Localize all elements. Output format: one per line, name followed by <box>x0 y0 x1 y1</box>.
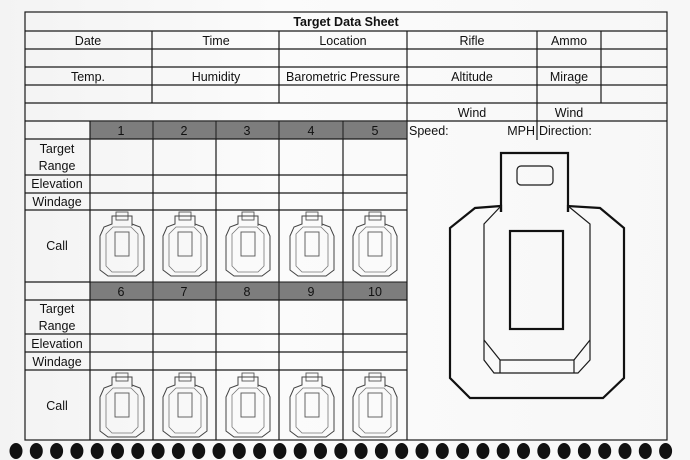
wind-speed-header: Wind <box>457 106 487 120</box>
shot-number-8: 8 <box>243 285 251 299</box>
shot-number-10: 10 <box>368 285 382 299</box>
wind-direction-header: Wind <box>554 106 584 120</box>
elevation-label-1: Elevation <box>31 177 83 191</box>
shot-grid-2 <box>25 282 407 440</box>
binding-ring <box>456 443 469 459</box>
binding-ring <box>111 443 124 459</box>
shot-number-3: 3 <box>243 124 251 138</box>
range-label-1: Range <box>38 159 76 173</box>
binding-ring <box>558 443 571 459</box>
head-box <box>517 166 553 185</box>
mini-target-icon <box>353 373 397 437</box>
elevation-label-2: Elevation <box>31 337 83 351</box>
shot-number-6: 6 <box>117 285 125 299</box>
rifle-label: Rifle <box>459 34 485 48</box>
binding-ring <box>152 443 165 459</box>
mini-target-icon <box>290 373 334 437</box>
mph-label: MPH <box>507 124 535 138</box>
large-target-diagram <box>450 153 624 398</box>
binding-ring <box>30 443 43 459</box>
mini-target-icon <box>163 373 207 437</box>
binding-ring <box>314 443 327 459</box>
shot-number-9: 9 <box>307 285 315 299</box>
binding-ring <box>476 443 489 459</box>
mirage-label: Mirage <box>549 70 589 84</box>
mini-target-icon <box>163 212 207 276</box>
windage-label-2: Windage <box>32 355 82 369</box>
sheet-title: Target Data Sheet <box>293 15 399 29</box>
binding-ring <box>355 443 368 459</box>
shot-grid-1 <box>25 121 407 282</box>
shot-number-1: 1 <box>117 124 125 138</box>
location-label: Location <box>319 34 367 48</box>
date-label: Date <box>74 34 102 48</box>
call-targets-row-2 <box>100 373 397 437</box>
binding-ring <box>517 443 530 459</box>
call-label-2: Call <box>46 399 68 413</box>
binding-ring <box>416 443 429 459</box>
mini-target-icon <box>353 212 397 276</box>
shot-number-7: 7 <box>180 285 188 299</box>
binding-ring <box>273 443 286 459</box>
binding-ring <box>131 443 144 459</box>
shot-number-2: 2 <box>180 124 188 138</box>
call-label-1: Call <box>46 239 68 253</box>
binding-ring <box>578 443 591 459</box>
shot-number-4: 4 <box>307 124 315 138</box>
binding-ring <box>253 443 266 459</box>
target-label-2: Target <box>39 302 75 316</box>
spiral-binding <box>0 440 690 460</box>
binding-ring <box>497 443 510 459</box>
windage-label-1: Windage <box>32 195 82 209</box>
binding-ring <box>659 443 672 459</box>
binding-ring <box>375 443 388 459</box>
altitude-label: Altitude <box>451 70 493 84</box>
center-box <box>510 231 563 329</box>
binding-ring <box>233 443 246 459</box>
binding-ring <box>70 443 83 459</box>
binding-ring <box>294 443 307 459</box>
binding-ring <box>172 443 185 459</box>
mini-target-icon <box>100 212 144 276</box>
direction-label: Direction: <box>539 124 592 138</box>
temp-label: Temp. <box>70 70 106 84</box>
head-plate-outline <box>501 153 568 212</box>
binding-ring <box>50 443 63 459</box>
call-targets-row-1 <box>100 212 397 276</box>
time-label: Time <box>202 34 230 48</box>
speed-label: Speed: <box>409 124 449 138</box>
outer-torso-outline <box>450 206 624 398</box>
mini-target-icon <box>226 373 270 437</box>
ammo-label: Ammo <box>550 34 588 48</box>
binding-ring <box>91 443 104 459</box>
mini-target-icon <box>290 212 334 276</box>
binding-ring <box>334 443 347 459</box>
range-label-2: Range <box>38 319 76 333</box>
binding-ring <box>537 443 550 459</box>
barometric-pressure-label: Barometric Pressure <box>286 70 400 84</box>
binding-ring <box>639 443 652 459</box>
binding-ring <box>598 443 611 459</box>
target-label-1: Target <box>39 142 75 156</box>
binding-ring <box>10 443 23 459</box>
humidity-label: Humidity <box>191 70 241 84</box>
shot-number-5: 5 <box>371 124 379 138</box>
binding-ring <box>192 443 205 459</box>
binding-ring <box>436 443 449 459</box>
binding-ring <box>213 443 226 459</box>
binding-ring <box>395 443 408 459</box>
binding-ring <box>619 443 632 459</box>
inner-line-left <box>484 340 500 373</box>
mini-target-icon <box>226 212 270 276</box>
mini-target-icon <box>100 373 144 437</box>
